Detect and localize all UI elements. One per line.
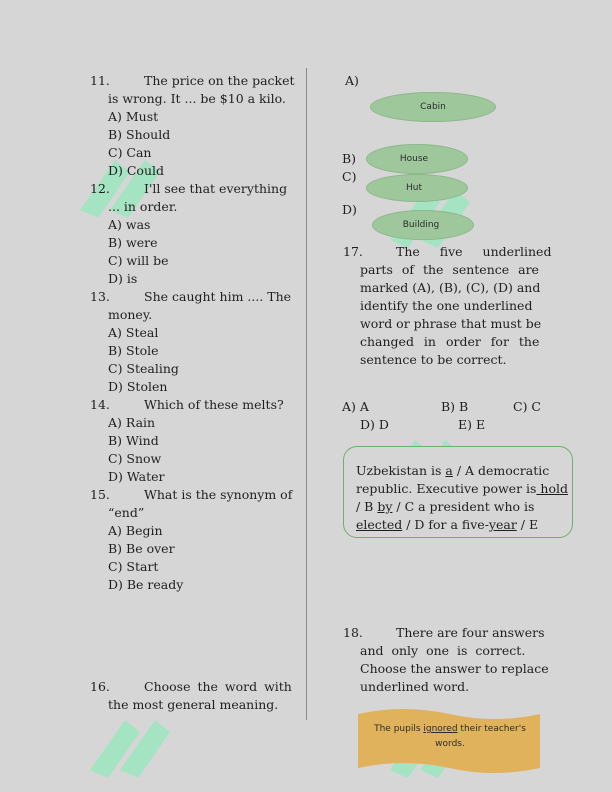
q16-option-label: A)	[345, 73, 359, 88]
q14-number: 14.	[90, 397, 110, 412]
q13-stem: She caught him .... The	[144, 289, 292, 304]
q11-option: A) Must	[108, 109, 159, 124]
q17-stem: The five underlined	[396, 244, 552, 259]
q17-stem: changed in order for the	[360, 334, 540, 349]
q17-stem: sentence to be correct.	[360, 352, 507, 367]
q16-option-house: House	[399, 154, 429, 164]
q11-option: C) Can	[108, 145, 152, 160]
q13-option: B) Stole	[108, 343, 159, 358]
q17-stem: word or phrase that must be	[360, 316, 542, 331]
q13-option: A) Steal	[108, 325, 159, 340]
q17-number: 17.	[343, 244, 363, 259]
q17-option-b: B) B	[441, 399, 469, 414]
q12-option: C) will be	[108, 253, 169, 268]
q13-stem: money.	[108, 307, 153, 322]
q15-option: A) Begin	[108, 523, 163, 538]
q14-option: C) Snow	[108, 451, 162, 466]
q17-option-d: D) D	[360, 417, 389, 432]
q16-option-label: B)	[342, 151, 357, 166]
q17-sentence-line: republic. Executive power is hold	[356, 481, 568, 496]
q13-option: C) Stealing	[108, 361, 179, 376]
q18-banner-text: The pupils ignored their teacher's words.	[374, 724, 526, 749]
q17-stem: identify the one underlined	[360, 298, 533, 313]
q11-option: D) Could	[108, 163, 165, 178]
q15-stem: What is the synonym of	[144, 487, 293, 502]
q17-sentence-line: elected / D for a five-year / E	[356, 517, 539, 532]
q17-option-e: E) E	[458, 417, 486, 432]
q17-option-a: A) A	[342, 399, 369, 414]
q16-option-label: C)	[342, 169, 357, 184]
q11-stem: is wrong. It ... be $10 a kilo.	[108, 91, 286, 106]
q15-option: C) Start	[108, 559, 159, 574]
q17-stem: parts of the sentence are	[360, 262, 539, 277]
q15-option: D) Be ready	[108, 577, 184, 592]
q12-number: 12.	[90, 181, 110, 196]
q14-stem: Which of these melts?	[144, 397, 284, 412]
q16-number: 16.	[90, 679, 110, 694]
q11-number: 11.	[90, 73, 110, 88]
q13-option: D) Stolen	[108, 379, 168, 394]
q17-sentence-line: Uzbekistan is a / A democratic	[356, 463, 550, 478]
q11-option: B) Should	[108, 127, 171, 142]
q17-sentence-line: / B by / C a president who is	[356, 499, 535, 514]
q12-stem: ... in order.	[108, 199, 178, 214]
q16-option-building: Building	[402, 220, 440, 230]
q18-stem: and only one is correct.	[360, 643, 526, 658]
q18-stem: There are four answers	[396, 625, 545, 640]
q14-option: A) Rain	[108, 415, 156, 430]
q18-stem: underlined word.	[360, 679, 470, 694]
q16-option-hut: Hut	[405, 183, 422, 193]
q11-stem: The price on the packet	[144, 73, 295, 88]
q12-option: B) were	[108, 235, 158, 250]
q15-stem: “end”	[108, 505, 145, 520]
q15-number: 15.	[90, 487, 110, 502]
q12-option: A) was	[108, 217, 151, 232]
q12-stem: I'll see that everything	[144, 181, 288, 196]
q16-stem: Choose the word with	[144, 679, 292, 694]
q14-option: B) Wind	[108, 433, 159, 448]
column-divider	[306, 68, 307, 720]
q13-number: 13.	[90, 289, 110, 304]
q16-stem: the most general meaning.	[108, 697, 279, 712]
q18-stem: Choose the answer to replace	[360, 661, 549, 676]
q17-option-c: C) C	[513, 399, 541, 414]
q15-option: B) Be over	[108, 541, 175, 556]
q16-option-label: D)	[342, 202, 357, 217]
q18-number: 18.	[343, 625, 363, 640]
q14-option: D) Water	[108, 469, 165, 484]
q12-option: D) is	[108, 271, 138, 286]
q16-option-cabin: Cabin	[420, 102, 446, 112]
q17-stem: marked (A), (B), (C), (D) and	[360, 280, 541, 295]
